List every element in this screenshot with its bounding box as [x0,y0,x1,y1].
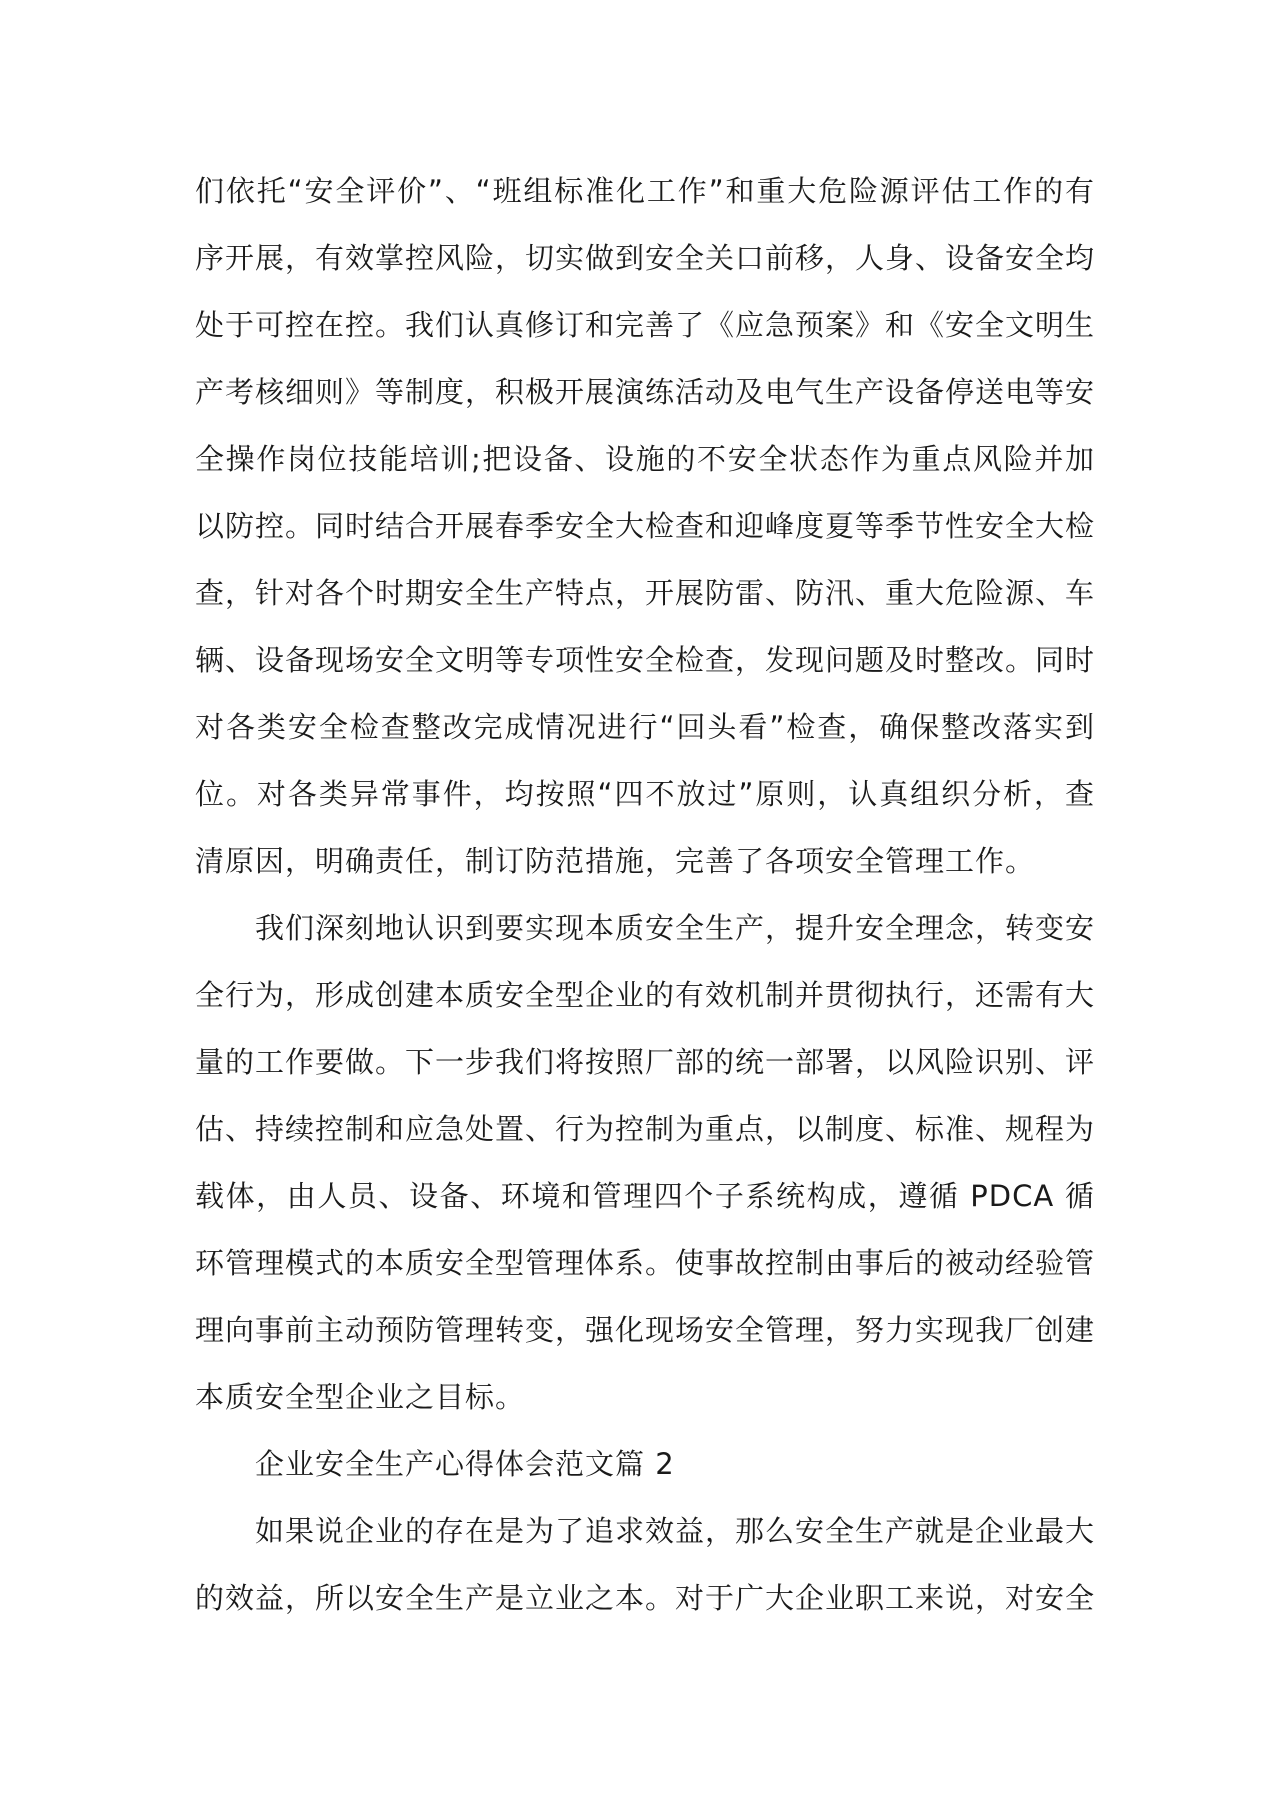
paragraph-continued: 们依托“安全评价”、“班组标准化工作”和重大危险源评估工作的有序开展，有效掌控风险，切实做到安全关口前移，人身、设备安全均处于可控在控。我们认真修订和完善了《应急预案》和《安全文明生产考核细则》等制度，积极开展演练活动及电气生产设备停送电等安全操作岗位技能培训;把设备、设施的不安全状态作为重点风险并加以防控。同时结合开展春季安全大检查和迎峰度夏等季节性安全大检查，针对各个时期安全生产特点，开展防雷、防汛、重大危险源、车辆、设备现场安全文明等专项性安全检查，发现问题及时整改。同时对各类安全检查整改完成情况进行“回头看”检查，确保整改落实到位。对各类异常事件，均按照“四不放过”原则，认真组织分析，查清原因，明确责任，制订防范措施，完善了各项安全管理工作。 [195,174,1096,878]
paragraph-section-intro: 如果说企业的存在是为了追求效益，那么安全生产就是企业最大的效益，所以安全生产是立业之本。对于广大企业职工来说，对安全 [195,1514,1096,1615]
document-body [195,158,1095,1632]
paragraph-next-steps: 我们深刻地认识到要实现本质安全生产，提升安全理念，转变安全行为，形成创建本质安全型企业的有效机制并贯彻执行，还需有大量的工作要做。下一步我们将按照厂部的统一部署，以风险识别、评估、持续控制和应急处置、行为控制为重点，以制度、标准、规程为载体，由人员、设备、环境和管理四个子系统构成，遵循 PDCA 循环管理模式的本质安全型管理体系。使事故控制由事后的被动经验管理向事前主动预防管理转变，强化现场安全管理，努力实现我厂创建本质安全型企业之目标。 [195,911,1096,1414]
section-title: 企业安全生产心得体会范文篇 2 [255,1447,675,1481]
